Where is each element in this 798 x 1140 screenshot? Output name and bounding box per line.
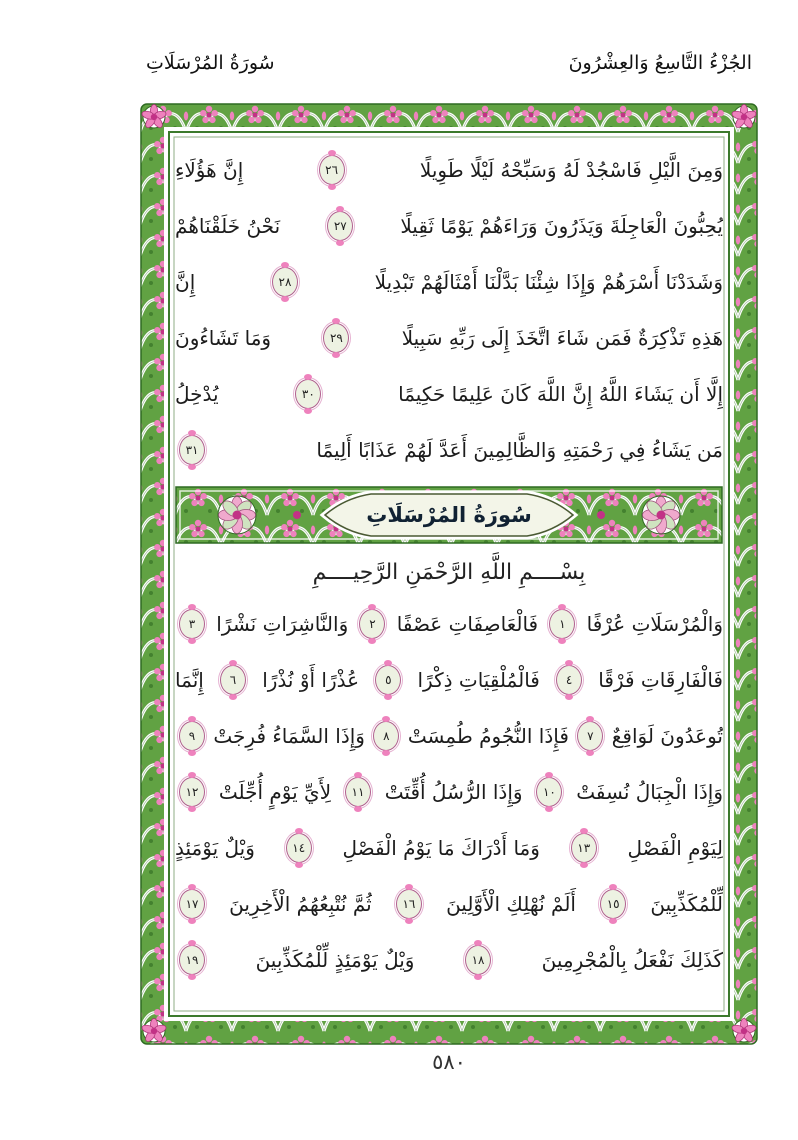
ayah-text: تُوعَدُونَ لَوَاقِعٌ xyxy=(611,724,723,748)
ayah-number-medallion: ٣ xyxy=(179,609,205,639)
ayah-text: وَالنَّاشِرَاتِ نَشْرًا xyxy=(216,612,349,636)
ayah-number-medallion: ٤ xyxy=(556,665,582,695)
ayah-text: فَالْعَاصِفَاتِ عَصْفًا xyxy=(396,612,539,636)
ayah-text: وَمِنَ الَّيْلِ فَاسْجُدْ لَهُ وَسَبِّحْهُ لَيْلًا طَوِيلًا xyxy=(419,158,723,182)
ayah-number-medallion: ٨ xyxy=(373,721,399,751)
ayah-number-medallion: ٦ xyxy=(220,665,246,695)
ayah-text: وَيْلٌ يَوْمَئِذٍ لِّلْمُكَذِّبِينَ xyxy=(255,948,415,972)
ayah-text: فَالْمُلْقِيَاتِ ذِكْرًا xyxy=(417,668,540,692)
ayah-text: عُذْرًا أَوْ نُذْرًا xyxy=(262,668,360,692)
ayah-text: إِنَّمَا xyxy=(175,668,204,692)
ayah-number-medallion: ١٤ xyxy=(286,833,312,863)
quran-text-line xyxy=(175,764,723,820)
surah-mursalat-block xyxy=(175,596,723,988)
surah-title: سُورَةُ المُرْسَلَاتِ xyxy=(366,503,532,527)
ayah-text: وَإِذَا الرُّسُلُ أُقِّتَتْ xyxy=(384,780,523,804)
ayah-text: هَذِهِ تَذْكِرَةٌ فَمَن شَاءَ اتَّخَذَ إِلَى رَبِّهِ سَبِيلًا xyxy=(401,326,723,350)
ayah-number-medallion: ٣٠ xyxy=(295,379,321,409)
ayah-text: إِنَّ xyxy=(175,270,196,294)
ayah-text: أَلَمْ نُهْلِكِ الْأَوَّلِينَ xyxy=(446,892,576,916)
ayah-number-medallion: ٢ xyxy=(359,609,385,639)
ayah-text: وَمَا تَشَاءُونَ xyxy=(175,326,272,350)
quran-text-line xyxy=(175,652,723,708)
ayah-text: وَيْلٌ يَوْمَئِذٍ xyxy=(175,836,255,860)
ayah-number-medallion: ١٢ xyxy=(179,777,205,807)
ayah-text: مَن يَشَاءُ فِي رَحْمَتِهِ وَالظَّالِمِينَ أَعَدَّ لَهُمْ عَذَابًا أَلِيمًا xyxy=(316,438,723,462)
ayah-text: يُحِبُّونَ الْعَاجِلَةَ وَيَذَرُونَ وَرَاءَهُمْ يَوْمًا ثَقِيلًا xyxy=(400,214,723,238)
quran-text-line xyxy=(175,310,723,366)
ayah-text: وَمَا أَدْرَاكَ مَا يَوْمُ الْفَصْلِ xyxy=(342,836,540,860)
ayah-text: إِلَّا أَن يَشَاءَ اللَّهُ إِنَّ اللَّهَ كَانَ عَلِيمًا حَكِيمًا xyxy=(398,382,723,406)
quran-text-line xyxy=(175,366,723,422)
page-content xyxy=(175,142,723,988)
quran-text-line xyxy=(175,708,723,764)
ayah-number-medallion: ١ xyxy=(549,609,575,639)
ayah-number-medallion: ١١ xyxy=(345,777,371,807)
ayah-text: نَحْنُ خَلَقْنَاهُمْ xyxy=(175,214,281,238)
ayah-number-medallion: ٣١ xyxy=(179,435,205,465)
quran-text-line xyxy=(175,422,723,478)
ayah-text: وَإِذَا السَّمَاءُ فُرِجَتْ xyxy=(213,724,365,748)
surah-title-banner xyxy=(175,486,723,544)
quran-text-line xyxy=(175,254,723,310)
juz-label: الجُزْءُ التَّاسِعُ وَالعِشْرُونَ xyxy=(568,52,752,74)
ayah-number-medallion: ١٦ xyxy=(396,889,422,919)
ayah-number-medallion: ١٠ xyxy=(536,777,562,807)
ayah-number-medallion: ٢٧ xyxy=(327,211,353,241)
ayah-number-medallion: ٢٩ xyxy=(323,323,349,353)
page-number: ٥٨٠ xyxy=(432,1050,466,1074)
ayah-number-medallion: ٢٨ xyxy=(272,267,298,297)
quran-text-line xyxy=(175,198,723,254)
page-header xyxy=(140,52,758,74)
ayah-number-medallion: ١٧ xyxy=(179,889,205,919)
ayah-text: وَإِذَا الْجِبَالُ نُسِفَتْ xyxy=(576,780,723,804)
surah-running-head: سُورَةُ المُرْسَلَاتِ xyxy=(146,52,275,74)
ayah-text: وَشَدَدْنَا أَسْرَهُمْ وَإِذَا شِئْنَا بَدَّلْنَا أَمْثَالَهُمْ تَبْدِيلًا xyxy=(374,270,723,294)
ayah-text: فَإِذَا النُّجُومُ طُمِسَتْ xyxy=(407,724,569,748)
ayah-text: فَالْفَارِقَاتِ فَرْقًا xyxy=(598,668,723,692)
ayah-number-medallion: ٧ xyxy=(577,721,603,751)
ayah-number-medallion: ١٣ xyxy=(571,833,597,863)
quran-text-line xyxy=(175,596,723,652)
surah-insan-ending-block xyxy=(175,142,723,478)
ayah-number-medallion: ١٩ xyxy=(179,945,205,975)
quran-text-line xyxy=(175,932,723,988)
ayah-number-medallion: ٥ xyxy=(375,665,401,695)
quran-text-line xyxy=(175,820,723,876)
ayah-number-medallion: ١٨ xyxy=(465,945,491,975)
ayah-text: إِنَّ هَؤُلَاءِ xyxy=(175,158,244,182)
ayah-text: يُدْخِلُ xyxy=(175,382,219,406)
ayah-number-medallion: ٢٦ xyxy=(319,155,345,185)
ayah-text: ثُمَّ نُتْبِعُهُمُ الْأَخِرِينَ xyxy=(229,892,372,916)
ayah-number-medallion: ١٥ xyxy=(600,889,626,919)
ayah-text: لِّلْمُكَذِّبِينَ xyxy=(650,892,723,916)
ayah-text: وَالْمُرْسَلَاتِ عُرْفًا xyxy=(586,612,723,636)
quran-text-line xyxy=(175,142,723,198)
ayah-text: لِيَوْمِ الْفَصْلِ xyxy=(627,836,723,860)
ayah-number-medallion: ٩ xyxy=(179,721,205,751)
bismillah: بِسْــــمِ اللَّهِ الرَّحْمَنِ الرَّحِيــــمِ xyxy=(312,559,586,585)
ayah-text: كَذَلِكَ نَفْعَلُ بِالْمُجْرِمِينَ xyxy=(541,948,723,972)
ayah-text: لِأَيِّ يَوْمٍ أُجِّلَتْ xyxy=(218,780,332,804)
quran-text-line xyxy=(175,876,723,932)
